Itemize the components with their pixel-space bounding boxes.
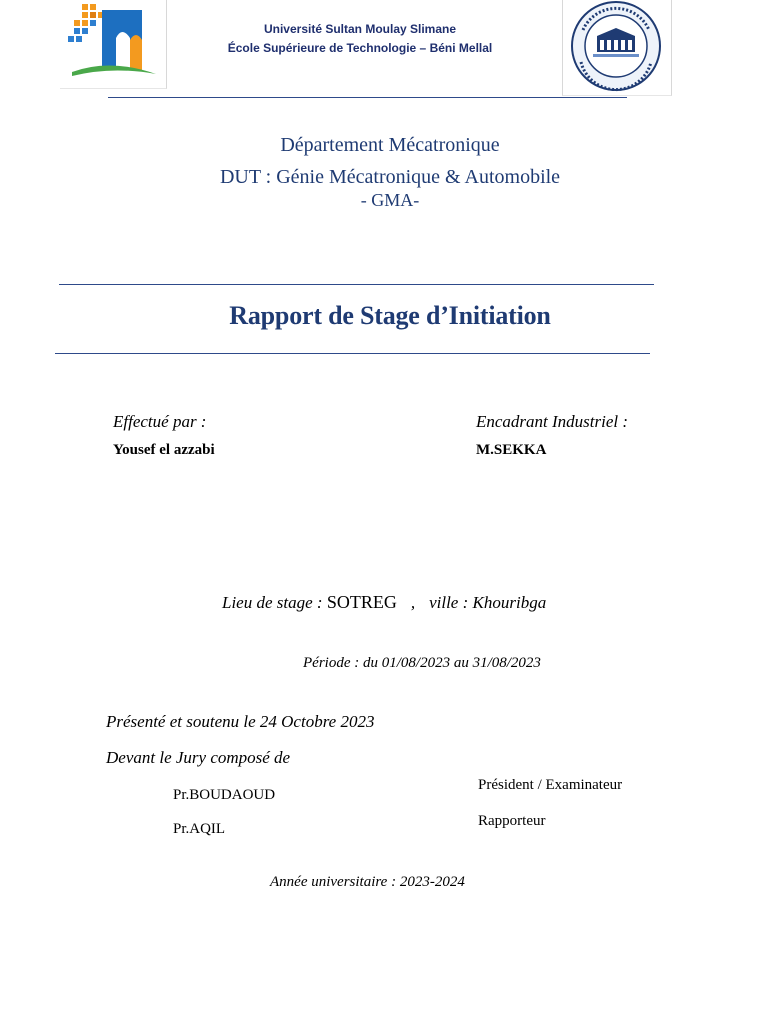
- jury-member-name: Pr.AQIL: [173, 821, 226, 837]
- defense-date: Présenté et soutenu le 24 Octobre 2023: [106, 712, 375, 731]
- city-label: ville :: [429, 593, 473, 612]
- title-rule-bottom: [55, 353, 650, 354]
- place-label: Lieu de stage :: [222, 593, 327, 612]
- location-separator: ,: [410, 593, 416, 612]
- place-value: SOTREG: [326, 592, 397, 612]
- school-seal: [562, 0, 672, 96]
- report-title: Rapport de Stage d’Initiation: [229, 301, 551, 330]
- academic-year: Année universitaire : 2023-2024: [270, 874, 465, 890]
- program-name: DUT : Génie Mécatronique & Automobile: [219, 166, 561, 188]
- header-divider: [108, 97, 627, 98]
- author-label: Effectué par :: [113, 412, 207, 431]
- department-name: Département Mécatronique: [280, 134, 500, 156]
- jury-intro: Devant le Jury composé de: [106, 748, 291, 767]
- internship-period: Période : du 01/08/2023 au 31/08/2023: [303, 655, 541, 671]
- city-value: Khouribga: [472, 593, 547, 612]
- title-rule-top: [59, 284, 654, 285]
- jury-member-name: Pr.BOUDAOUD: [173, 787, 276, 803]
- internship-location: [222, 592, 546, 613]
- supervisor-name: M.SEKKA: [476, 442, 547, 458]
- program-abbreviation: - GMA-: [360, 190, 420, 210]
- university-name: Université Sultan Moulay Slimane: [263, 22, 457, 36]
- university-logo: [60, 0, 167, 89]
- author-name: Yousef el azzabi: [113, 442, 215, 458]
- jury-member-role: Président / Examinateur: [478, 777, 623, 793]
- supervisor-label: Encadrant Industriel :: [476, 412, 629, 431]
- school-name: École Supérieure de Technologie – Béni Mellal: [227, 41, 493, 55]
- jury-member-role: Rapporteur: [478, 813, 546, 829]
